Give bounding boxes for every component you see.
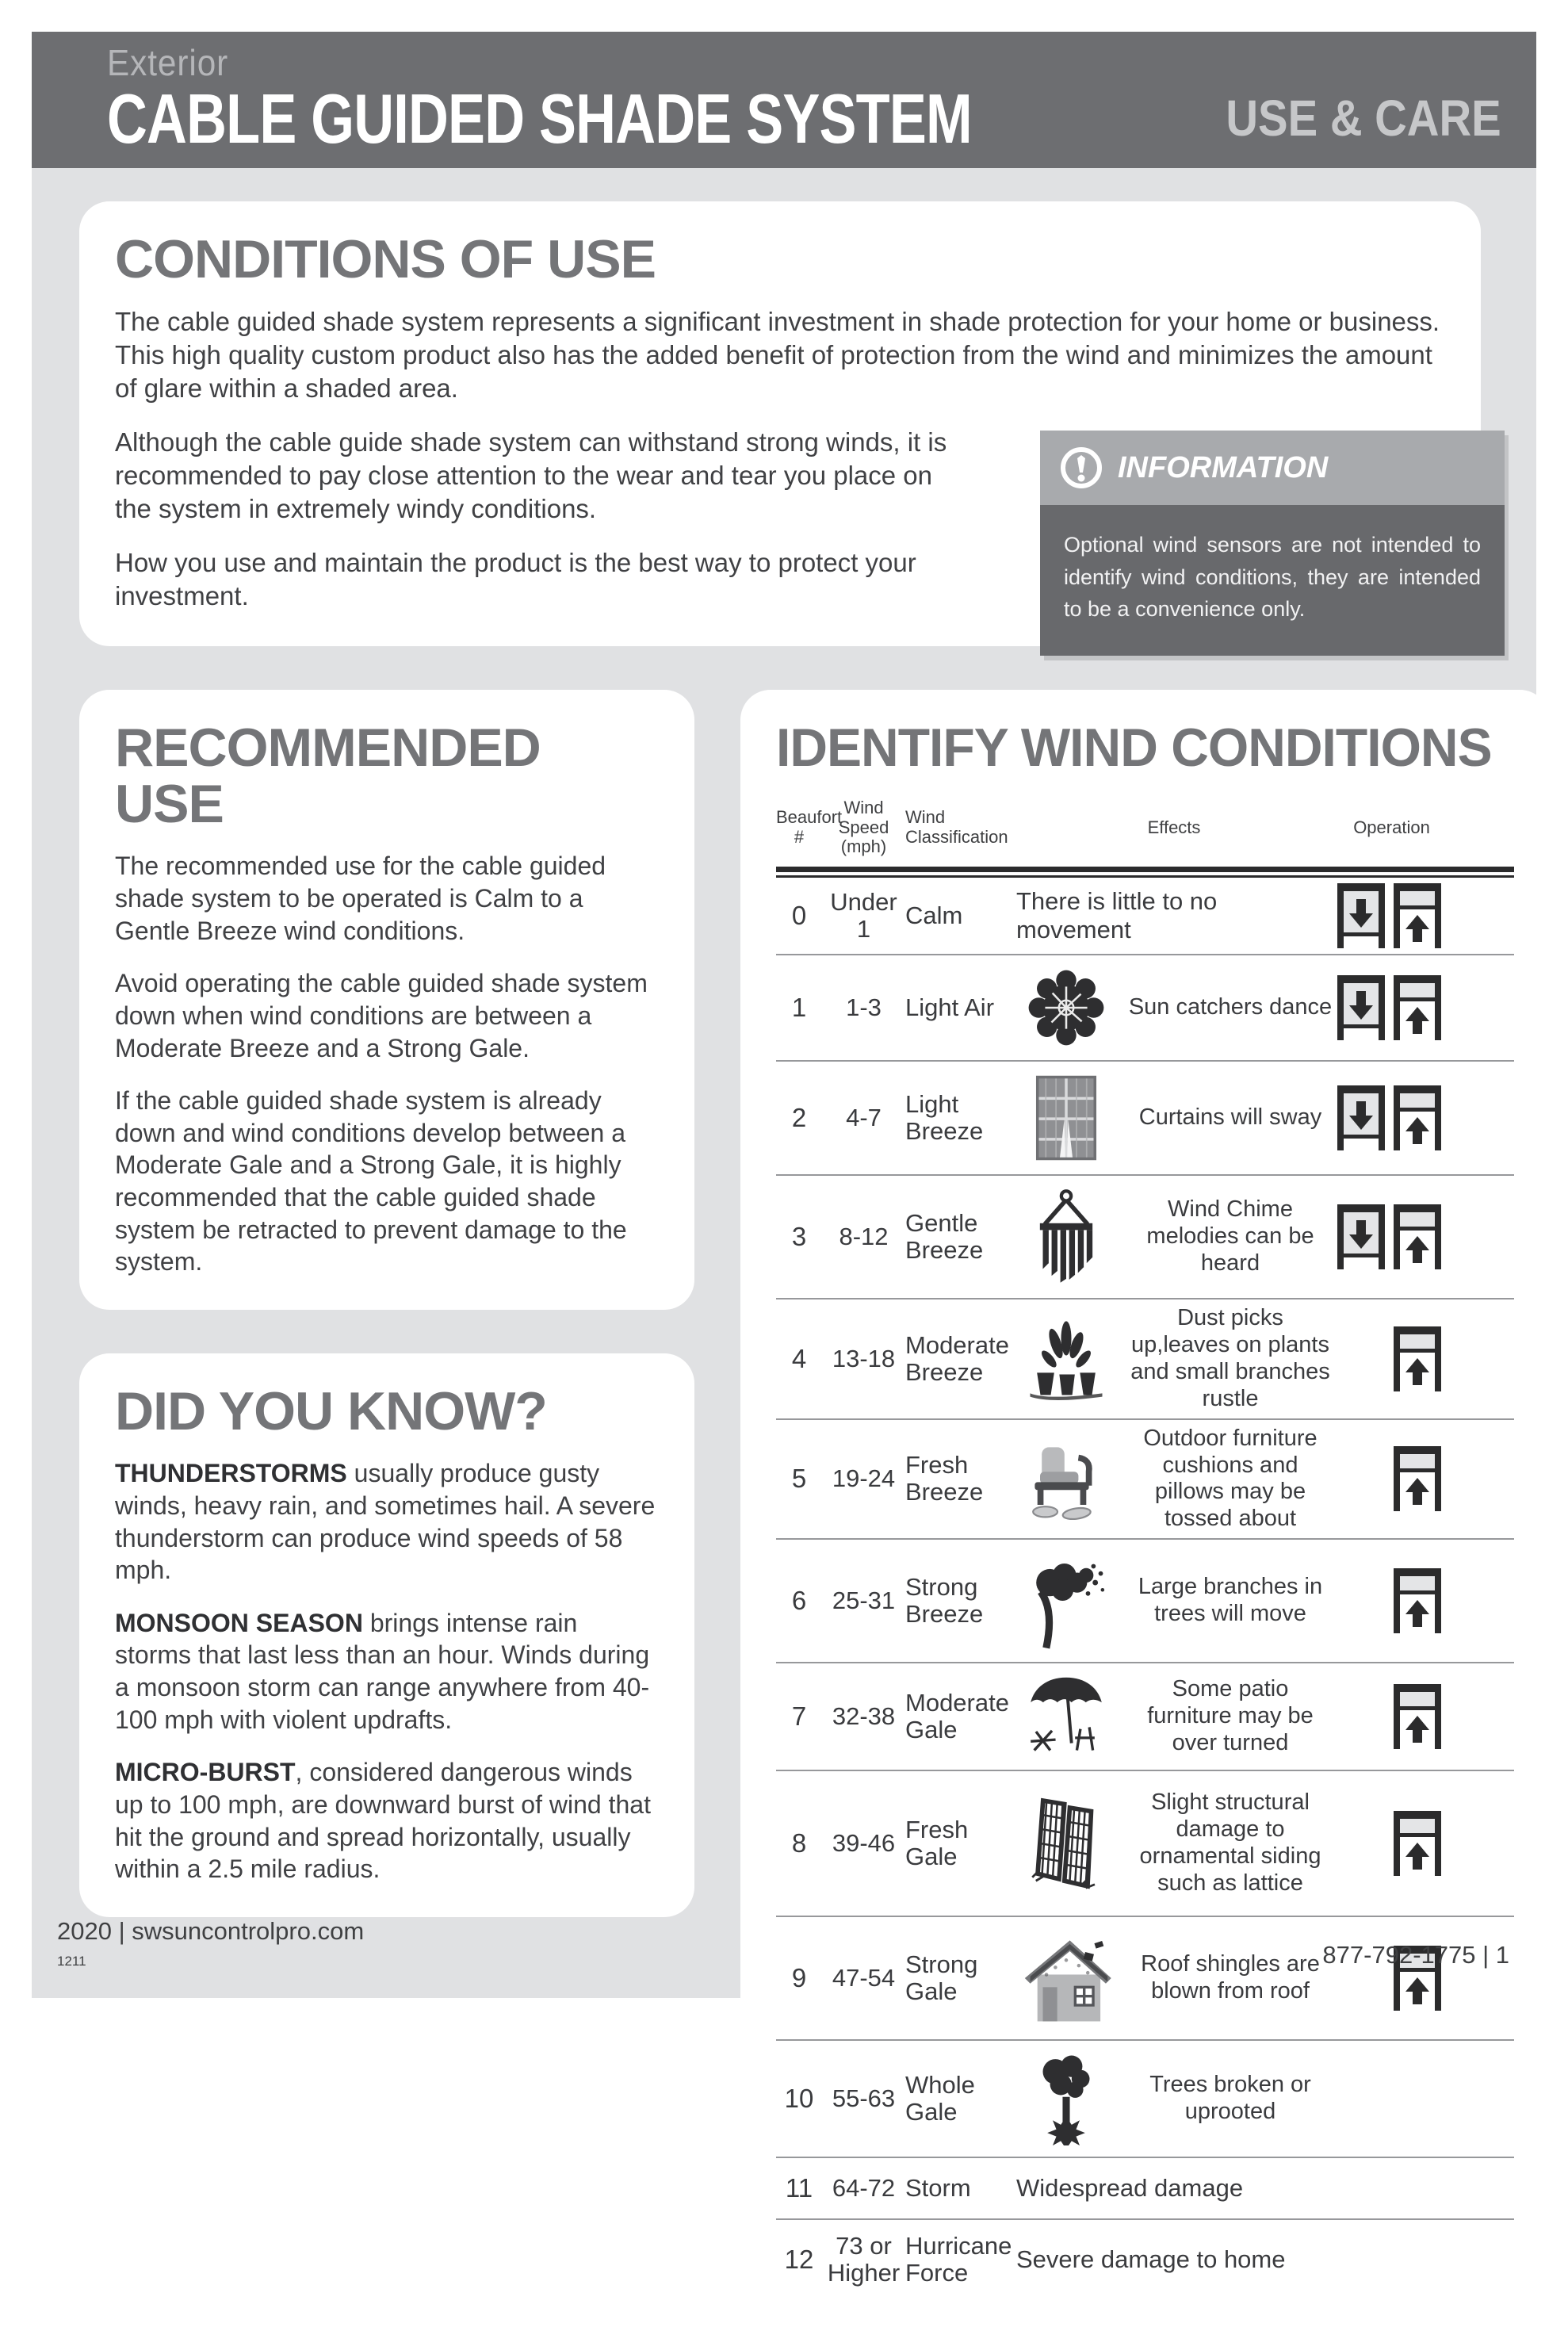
wind-speed: 32-38 <box>832 1702 896 1731</box>
broken-tree-icon <box>1010 2052 1122 2145</box>
wind-speed: 13-18 <box>832 1344 896 1372</box>
column-header-classification: Wind Classification <box>905 807 1008 847</box>
shade-raise-icon <box>1393 975 1442 1040</box>
operation-cell <box>1338 883 1445 948</box>
column-header-speed: Wind Speed (mph) <box>838 798 889 857</box>
wind-classification: Strong Gale <box>905 1950 978 2006</box>
conditions-paragraph-3: How you use and maintain the product is the best way to protect your investment. <box>115 547 916 610</box>
wind-chime-icon <box>1010 1188 1122 1285</box>
wind-classification: Whole Gale <box>905 2071 975 2126</box>
beaufort-number: 4 <box>791 1343 807 1373</box>
operation-cell <box>1338 1811 1445 1876</box>
conditions-heading: CONDITIONS OF USE <box>115 229 656 289</box>
information-callout-body: Optional wind sensors are not intended to identify wind conditions, they are intended to be a convenience only. <box>1040 505 1505 656</box>
beaufort-number: 9 <box>791 1963 807 1993</box>
fact-microburst <box>115 1756 659 1885</box>
operation-cell <box>1338 975 1445 1040</box>
fact-lead: MICRO-BURST <box>115 1758 296 1787</box>
wind-effects: Severe damage to home <box>1016 2245 1286 2274</box>
conditions-of-use-card <box>79 201 1481 646</box>
table-row <box>776 1771 1514 1917</box>
wind-speed: 64-72 <box>832 2174 896 2203</box>
header-eyebrow: Exterior <box>107 42 229 84</box>
operation-cell <box>1338 1568 1445 1633</box>
wind-effects: Roof shingles are blown from roof <box>1141 1951 1320 2004</box>
table-row <box>776 878 1514 955</box>
beaufort-number: 2 <box>791 1102 807 1132</box>
table-row <box>776 1062 1514 1176</box>
shade-raise-icon <box>1393 1811 1442 1876</box>
patio-umbrella-icon <box>1010 1672 1122 1761</box>
wind-classification: Fresh Breeze <box>905 1451 984 1506</box>
footer-phone-page: 877-792-1775 | 1 <box>1322 1941 1509 1969</box>
table-row <box>776 2041 1514 2158</box>
wind-effects: Wind Chime melodies can be heard <box>1146 1196 1314 1276</box>
wind-speed: 73 or Higher <box>827 2232 901 2287</box>
patio-furniture-icon <box>1010 1437 1122 1520</box>
beaufort-number: 11 <box>785 2173 813 2203</box>
wind-conditions-card <box>740 690 1550 2331</box>
shade-raise-icon <box>1393 1085 1442 1150</box>
shade-raise-icon <box>1393 1568 1442 1633</box>
wind-classification: Light Breeze <box>905 1089 984 1145</box>
column-header-operation: Operation <box>1353 817 1430 837</box>
potted-plants-icon <box>1010 1313 1122 1405</box>
wind-speed: 8-12 <box>839 1222 889 1250</box>
wind-effects: Dust picks up,leaves on plants and small branches rustle <box>1130 1304 1330 1411</box>
wind-speed: 39-46 <box>832 1829 896 1858</box>
wind-speed: 47-54 <box>832 1964 896 1992</box>
information-callout-header <box>1040 431 1505 505</box>
shade-raise-icon <box>1393 1204 1442 1269</box>
table-row <box>776 1176 1514 1299</box>
shade-lower-icon <box>1337 1085 1386 1150</box>
wind-classification: Light Air <box>905 993 995 1021</box>
shade-lower-icon <box>1337 1204 1386 1269</box>
recommended-paragraph-3: If the cable guided shade system is already down and wind conditions develop between a Moderate Gale and a Strong Gale, it is highly recommended that the cable guided shade system be retracted to prevent damage to the system. <box>115 1086 627 1276</box>
information-callout <box>1040 431 1505 656</box>
wind-effects: Curtains will sway <box>1138 1104 1322 1130</box>
did-you-know-heading: DID YOU KNOW? <box>115 1380 547 1441</box>
left-column <box>79 690 694 1917</box>
information-callout-title: INFORMATION <box>1118 450 1329 484</box>
document-header <box>32 32 1536 168</box>
page-title: CABLE GUIDED SHADE SYSTEM <box>107 79 972 159</box>
beaufort-number: 5 <box>791 1464 807 1494</box>
fact-text: usually produce gusty winds, heavy rain, and sometimes hail. A severe thunderstorm can produce wind speeds of 58 mph. <box>115 1459 656 1585</box>
table-row <box>776 1663 1514 1771</box>
footer-left <box>57 1917 364 1969</box>
footer-site: 2020 | swsuncontrolpro.com <box>57 1917 365 1945</box>
fact-monsoon <box>115 1607 659 1736</box>
wind-speed: Under 1 <box>830 887 897 943</box>
fact-thunderstorms <box>115 1457 659 1587</box>
wind-classification: Moderate Breeze <box>905 1330 1009 1386</box>
beaufort-number: 12 <box>784 2245 814 2275</box>
fact-lead: MONSOON SEASON <box>115 1608 363 1637</box>
wind-speed: 55-63 <box>832 2084 896 2113</box>
wind-conditions-heading: IDENTIFY WIND CONDITIONS <box>776 717 1492 778</box>
wind-effects: Large branches in trees will move <box>1138 1574 1323 1627</box>
wind-effects: Outdoor furniture cushions and pillows may be tossed about <box>1143 1425 1318 1532</box>
beaufort-number: 6 <box>791 1586 807 1616</box>
wind-classification: Strong Breeze <box>905 1573 984 1629</box>
beaufort-number: 7 <box>791 1701 807 1732</box>
content-area <box>32 168 1536 2287</box>
operation-cell <box>1338 1684 1445 1749</box>
windblown-tree-icon <box>1010 1552 1122 1650</box>
operation-cell <box>1338 1085 1445 1150</box>
wind-classification: Storm <box>905 2174 971 2203</box>
sun-catcher-icon <box>1010 966 1122 1049</box>
recommended-use-card <box>79 690 694 1310</box>
recommended-paragraph-2: Avoid operating the cable guided shade system down when wind conditions are between a Moderate Breeze and a Strong Gale. <box>115 969 648 1062</box>
shade-raise-icon <box>1393 1446 1442 1511</box>
beaufort-number: 8 <box>791 1828 807 1858</box>
header-title-block <box>107 41 1188 159</box>
shade-lower-icon <box>1337 975 1386 1040</box>
wind-classification: Hurricane Force <box>905 2232 1012 2287</box>
beaufort-number: 3 <box>791 1221 807 1251</box>
wind-effects: Sun catchers dance <box>1128 993 1333 1020</box>
wind-speed: 4-7 <box>846 1103 882 1131</box>
header-subtitle: USE & CARE <box>1225 90 1501 147</box>
wind-classification: Calm <box>905 901 963 929</box>
beaufort-number: 0 <box>791 900 807 930</box>
wind-classification: Fresh Gale <box>905 1816 969 1871</box>
shade-raise-icon <box>1393 883 1442 948</box>
shade-raise-icon <box>1393 1326 1442 1391</box>
wind-speed: 19-24 <box>832 1464 896 1493</box>
operation-cell <box>1338 1326 1445 1391</box>
two-column-zone <box>79 690 1492 2331</box>
table-row <box>776 2158 1514 2220</box>
table-row <box>776 955 1514 1062</box>
fact-text: brings intense rain storms that last less than an hour. Winds during a monsoon storm can range anywhere from 40-100 mph with violent updrafts. <box>115 1608 650 1734</box>
table-row <box>776 2220 1514 2299</box>
page-footer <box>57 1917 1509 1969</box>
wind-effects: Widespread damage <box>1016 2174 1244 2203</box>
shade-lower-icon <box>1337 883 1386 948</box>
lattice-panels-icon <box>1010 1793 1122 1894</box>
operation-cell <box>1338 1204 1445 1269</box>
wind-effects: Trees broken or uprooted <box>1149 2072 1311 2125</box>
wind-effects: There is little to no movement <box>1016 886 1218 944</box>
fact-lead: THUNDERSTORMS <box>115 1459 347 1488</box>
conditions-paragraph-1: The cable guided shade system represents a significant investment in shade protection for your home or business. This high quality custom product also has the added benefit of protection from the wind and minimizes the amount of glare within a shaded area. <box>115 307 1440 404</box>
wind-speed: 25-31 <box>832 1587 896 1615</box>
recommended-paragraph-1: The recommended use for the cable guided shade system to be operated is Calm to a Gentle Breeze wind conditions. <box>115 852 606 945</box>
fact-text: , considered dangerous winds up to 100 mph, are downward burst of wind that hit the ground and spread horizontally, usually within a 2.5 mile radius. <box>115 1758 651 1884</box>
did-you-know-card <box>79 1353 694 1917</box>
beaufort-number: 1 <box>791 992 807 1022</box>
conditions-paragraph-2: Although the cable guide shade system can withstand strong winds, it is recommended to pay close attention to the wear and tear you place on the system in extremely windy conditions. <box>115 427 947 523</box>
column-header-beaufort: Beaufort # <box>776 807 843 847</box>
table-row <box>776 1299 1514 1420</box>
table-row <box>776 1540 1514 1663</box>
table-row <box>776 1420 1514 1541</box>
column-header-effects: Effects <box>1147 817 1201 837</box>
wind-table-header <box>776 794 1514 872</box>
wind-classification: Gentle Breeze <box>905 1208 984 1264</box>
window-curtains-icon <box>1010 1074 1122 1162</box>
shade-raise-icon <box>1393 1684 1442 1749</box>
wind-speed: 1-3 <box>846 993 882 1021</box>
exclamation-circle-icon <box>1059 446 1103 490</box>
wind-effects: Some patio furniture may be over turned <box>1147 1676 1314 1756</box>
beaufort-number: 10 <box>784 2084 814 2114</box>
recommended-heading: RECOMMENDED USE <box>115 717 541 835</box>
footer-doc-code: 1211 <box>57 1954 86 1969</box>
operation-cell <box>1338 1446 1445 1511</box>
wind-classification: Moderate Gale <box>905 1689 1009 1744</box>
wind-effects: Slight structural damage to ornamental siding such as lattice <box>1139 1789 1321 1897</box>
